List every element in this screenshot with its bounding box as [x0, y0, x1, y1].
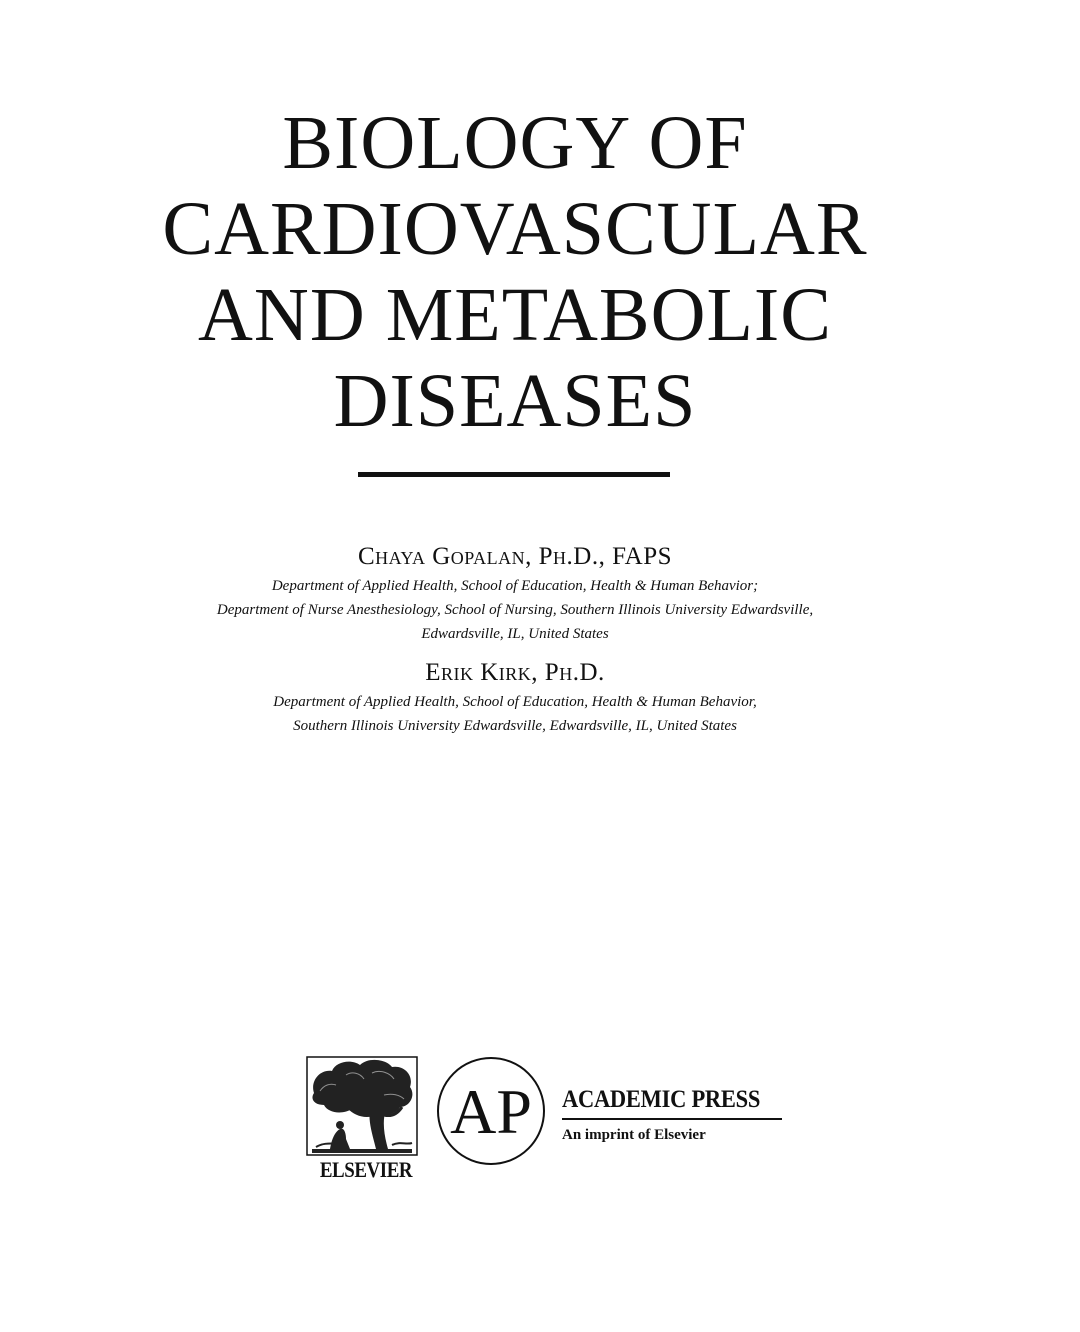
title-line: BIOLOGY OF [282, 101, 748, 185]
publisher-logos [300, 1055, 800, 1185]
author-name: Erik Kirk, Ph.D. [425, 659, 605, 686]
title-line: AND METABOLIC [198, 273, 832, 357]
title-line: DISEASES [333, 359, 697, 443]
author-affiliation: Department of Applied Health, School of Education, Health & Human Behavior; [271, 578, 759, 594]
press-imprint: An imprint of Elsevier [562, 1126, 706, 1143]
ap-monogram-icon [435, 1055, 547, 1167]
title-divider [358, 472, 670, 477]
ap-monogram-text: AP [450, 1076, 532, 1147]
academic-press-mark [562, 1085, 787, 1144]
author-name: Chaya Gopalan, Ph.D., FAPS [357, 543, 673, 570]
author-affiliation: Department of Applied Health, School of Education, Health & Human Behavior, [273, 694, 757, 710]
elsevier-logo [306, 1055, 418, 1182]
author-block [0, 656, 1030, 738]
author-affiliation: Southern Illinois University Edwardsville, Edwardsville, IL, United States [293, 718, 737, 734]
author-block [0, 540, 1030, 646]
author-affiliation: Edwardsville, IL, United States [421, 626, 609, 642]
ap-logo [435, 1055, 547, 1167]
press-divider [562, 1118, 782, 1120]
press-name: ACADEMIC PRESS [562, 1086, 761, 1113]
elsevier-tree-icon [306, 1055, 418, 1159]
title-line: CARDIOVASCULAR [162, 187, 868, 271]
book-title [0, 100, 1030, 444]
author-list [0, 540, 1030, 738]
elsevier-wordmark: ELSEVIER [319, 1157, 413, 1182]
author-affiliation: Department of Nurse Anesthesiology, School of Nursing, Southern Illinois University Edwardsville, [216, 602, 814, 618]
